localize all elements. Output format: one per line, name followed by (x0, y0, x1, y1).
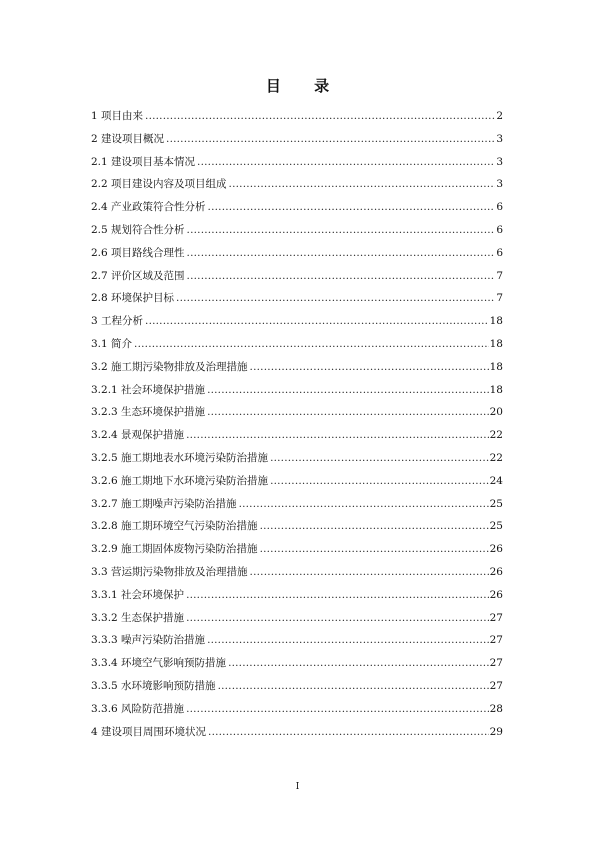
toc-entry[interactable] (91, 313, 503, 336)
toc-entry-label: 3.2.5 施工期地表水环境污染防治措施 (91, 451, 269, 464)
toc-entry-label: 3.2.9 施工期固体废物污染防治措施 (91, 543, 258, 556)
toc-entry[interactable] (91, 290, 503, 313)
toc-entry-page-number: 20 (489, 406, 503, 419)
toc-entry-label: 2.5 规划符合性分析 (91, 223, 185, 236)
toc-entry-page-number: 27 (489, 657, 503, 670)
toc-dot-leader (228, 655, 489, 671)
toc-entry-page-number: 22 (489, 429, 503, 442)
toc-dot-leader (208, 199, 496, 215)
toc-entry[interactable] (91, 678, 503, 701)
toc-dot-leader (187, 222, 496, 238)
toc-entry-page-number: 24 (489, 474, 503, 487)
toc-dot-leader (207, 404, 489, 420)
toc-dot-leader (186, 587, 489, 603)
toc-entry[interactable] (91, 222, 503, 245)
toc-entry-page-number: 27 (489, 679, 503, 692)
toc-entry[interactable] (91, 336, 503, 359)
toc-entry[interactable] (91, 268, 503, 291)
toc-entry-page-number: 26 (489, 565, 503, 578)
toc-entry-label: 3.1 简介 (91, 337, 133, 350)
toc-entry[interactable] (91, 108, 503, 131)
toc-entry-label: 3.3.1 社会环境保护 (91, 588, 185, 601)
toc-dot-leader (166, 131, 495, 147)
toc-entry-label: 3.2 施工期污染物排放及治理措施 (91, 360, 248, 373)
toc-entry[interactable] (91, 404, 503, 427)
toc-entry-label: 3.2.7 施工期噪声污染防治措施 (91, 497, 237, 510)
toc-entry[interactable] (91, 724, 503, 747)
toc-entry-label: 3.3 营运期污染物排放及治理措施 (91, 565, 248, 578)
toc-entry-label: 3.3.3 噪声污染防治措施 (91, 634, 206, 647)
toc-entry-label: 2.4 产业政策符合性分析 (91, 201, 206, 214)
toc-entry-page-number: 18 (489, 360, 503, 373)
toc-entry-page-number: 6 (496, 201, 503, 214)
toc-dot-leader (229, 176, 496, 192)
toc-dot-leader (270, 450, 489, 466)
toc-entry-label: 3.3.5 水环境影响预防措施 (91, 679, 216, 692)
toc-dot-leader (197, 154, 495, 170)
toc-entry-label: 2.2 项目建设内容及项目组成 (91, 178, 227, 191)
toc-entry[interactable] (91, 496, 503, 519)
toc-entry-label: 3.2.1 社会环境保护措施 (91, 383, 206, 396)
toc-entry-page-number: 22 (489, 451, 503, 464)
toc-entry-page-number: 26 (489, 588, 503, 601)
toc-dot-leader (187, 245, 496, 261)
toc-dot-leader (260, 518, 489, 534)
toc-entry-page-number: 28 (489, 702, 503, 715)
toc-entry-label: 3.3.2 生态保护措施 (91, 611, 185, 624)
toc-dot-leader (239, 496, 489, 512)
toc-entry-page-number: 2 (496, 110, 503, 122)
toc-entry-label: 3 工程分析 (91, 315, 144, 328)
toc-entry[interactable] (91, 359, 503, 382)
toc-entry[interactable] (91, 245, 503, 268)
toc-entry[interactable] (91, 176, 503, 199)
toc-entry-page-number: 18 (489, 383, 503, 396)
toc-dot-leader (207, 632, 489, 648)
toc-entry-page-number: 27 (489, 611, 503, 624)
toc-entry-page-number: 26 (489, 543, 503, 556)
toc-entry[interactable] (91, 587, 503, 610)
toc-entry[interactable] (91, 131, 503, 154)
toc-entry-label: 2.8 环境保护目标 (91, 292, 175, 305)
toc-entry-label: 2 建设项目概况 (91, 132, 165, 145)
toc-entry[interactable] (91, 610, 503, 633)
toc-dot-leader (186, 610, 489, 626)
toc-entry-page-number: 3 (496, 155, 503, 168)
toc-dot-leader (208, 724, 489, 740)
toc-entry[interactable] (91, 541, 503, 564)
toc-entry[interactable] (91, 427, 503, 450)
toc-entry[interactable] (91, 564, 503, 587)
toc-entry-page-number: 18 (489, 337, 503, 350)
toc-entry[interactable] (91, 473, 503, 496)
toc-entry-page-number: 29 (489, 725, 503, 738)
toc-dot-leader (250, 359, 489, 375)
toc-entry-page-number: 25 (489, 497, 503, 510)
toc-entry-label: 3.2.8 施工期环境空气污染防治措施 (91, 520, 258, 533)
page-number: I (295, 782, 300, 792)
toc-entry-label: 4 建设项目周围环境状况 (91, 725, 207, 738)
toc-entry-page-number: 27 (489, 634, 503, 647)
toc-entry[interactable] (91, 655, 503, 678)
toc-entry-page-number: 6 (496, 223, 503, 236)
toc-dot-leader (207, 382, 489, 398)
toc-entry-page-number: 3 (496, 178, 503, 191)
toc-entry-label: 2.1 建设项目基本情况 (91, 155, 196, 168)
toc-entry-label: 3.2.3 生态环境保护措施 (91, 406, 206, 419)
toc-entry-page-number: 25 (489, 520, 503, 533)
toc-entry-label: 3.2.6 施工期地下水环境污染防治措施 (91, 474, 269, 487)
toc-entry[interactable] (91, 518, 503, 541)
toc-entry-label: 3.3.6 风险防范措施 (91, 702, 185, 715)
toc-list (91, 108, 503, 746)
toc-dot-leader (186, 427, 489, 443)
toc-dot-leader (176, 290, 495, 306)
toc-entry[interactable] (91, 450, 503, 473)
toc-entry[interactable] (91, 382, 503, 405)
toc-dot-leader (270, 473, 489, 489)
toc-dot-leader (134, 336, 489, 352)
toc-entry-label: 3.3.4 环境空气影响预防措施 (91, 657, 227, 670)
toc-dot-leader (145, 108, 495, 124)
toc-entry[interactable] (91, 154, 503, 177)
toc-title: 目 录 (265, 77, 344, 95)
toc-dot-leader (145, 313, 489, 329)
toc-dot-leader (260, 541, 489, 557)
toc-entry[interactable] (91, 701, 503, 724)
toc-dot-leader (186, 701, 489, 717)
toc-entry[interactable] (91, 199, 503, 222)
toc-entry-page-number: 7 (496, 292, 503, 305)
toc-entry-page-number: 7 (496, 269, 503, 282)
toc-entry-label: 1 项目由来 (91, 110, 144, 122)
toc-dot-leader (250, 564, 489, 580)
toc-entry-label: 2.6 项目路线合理性 (91, 246, 185, 259)
toc-entry-label: 2.7 评价区域及范围 (91, 269, 185, 282)
toc-dot-leader (218, 678, 489, 694)
toc-entry-page-number: 3 (496, 132, 503, 145)
toc-dot-leader (187, 268, 496, 284)
toc-entry[interactable] (91, 632, 503, 655)
toc-entry-page-number: 6 (496, 246, 503, 259)
toc-entry-label: 3.2.4 景观保护措施 (91, 429, 185, 442)
toc-entry-page-number: 18 (489, 315, 503, 328)
